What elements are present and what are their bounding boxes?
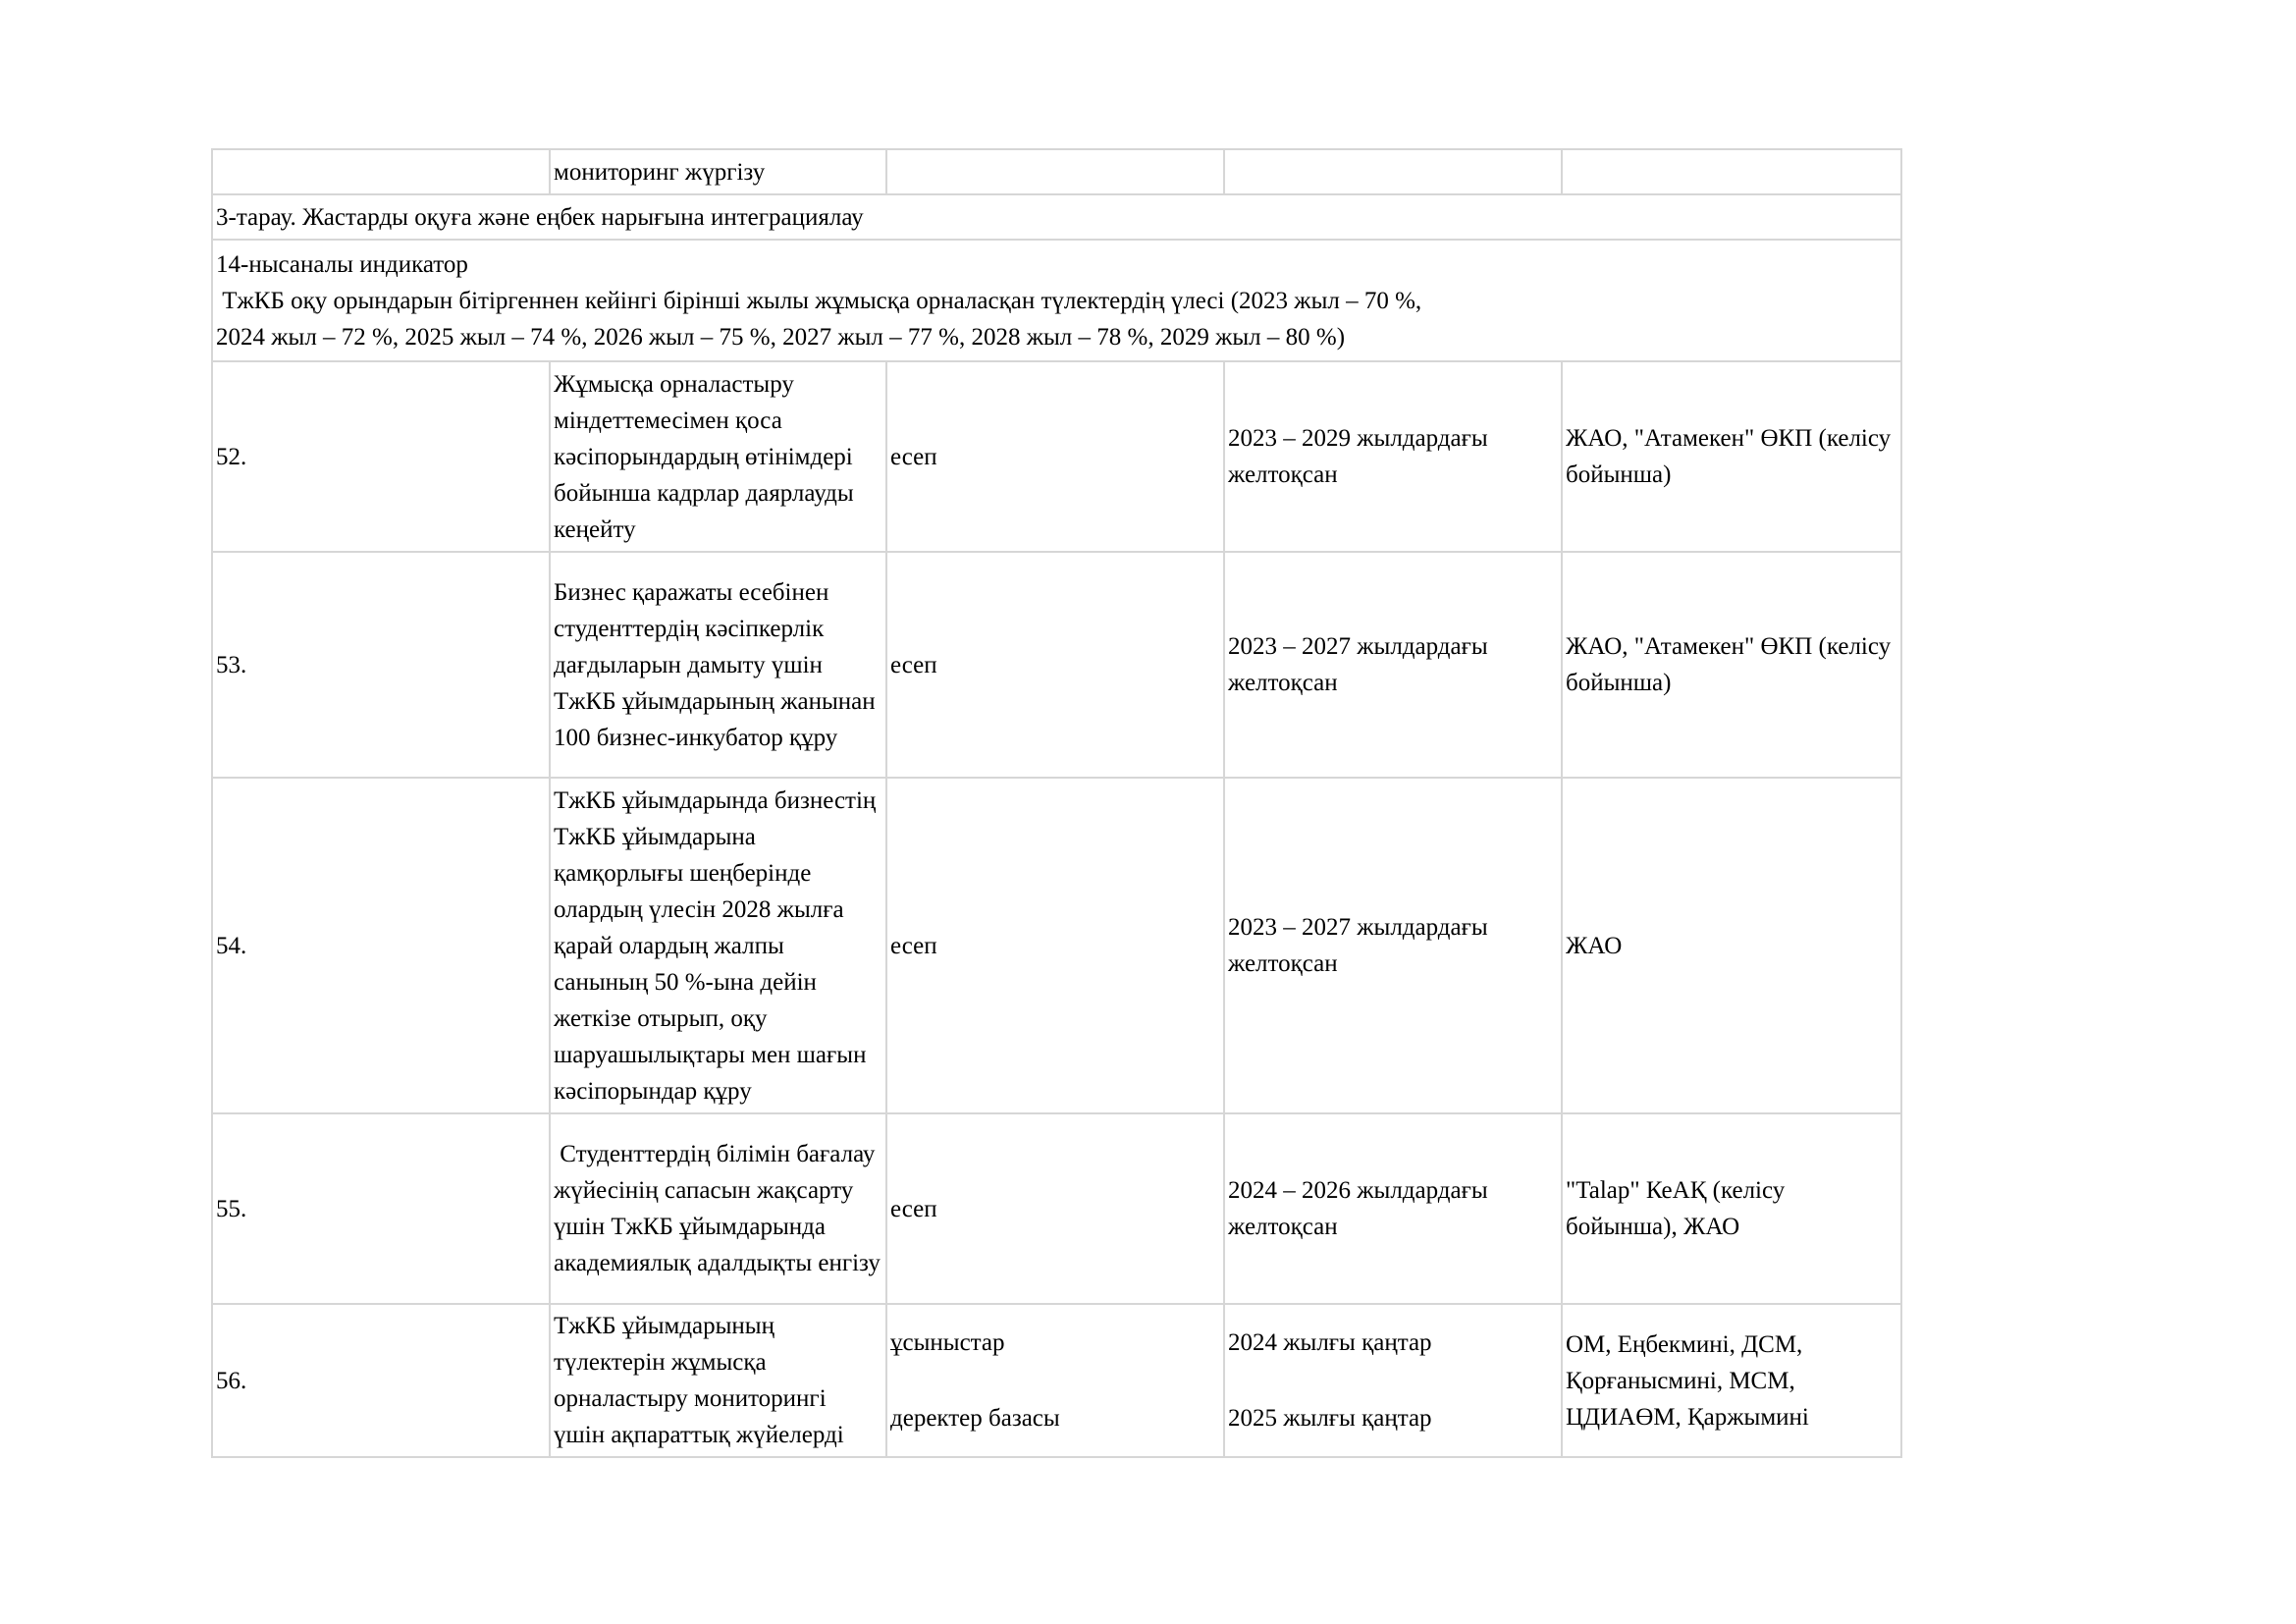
cell-form: есеп (886, 361, 1224, 552)
cell-measure: ТжКБ ұйымдарының түлектерін жұмысқа орналастыру мониторингі үшін ақпараттық жүйелерді (550, 1304, 886, 1457)
cell-number: 55. (212, 1113, 550, 1304)
table-row-continuation (212, 149, 1901, 194)
section-title: 3-тарау. Жастарды оқуға және еңбек нарығына интеграциялау (212, 194, 1901, 240)
table-row (212, 1113, 1901, 1304)
cell-responsible (1562, 149, 1901, 194)
cell-deadline: 2023 – 2027 жылдардағы желтоқсан (1224, 552, 1562, 778)
cell-number: 54. (212, 778, 550, 1113)
cell-measure: мониторинг жүргізу (550, 149, 886, 194)
cell-deadline: 2023 – 2027 жылдардағы желтоқсан (1224, 778, 1562, 1113)
cell-responsible: ЖАО, "Атамекен" ӨКП (келісу бойынша) (1562, 361, 1901, 552)
table-row (212, 778, 1901, 1113)
cell-measure: Бизнес қаражаты есебінен студенттердің кәсіпкерлік дағдыларын дамыту үшін ТжКБ ұйымдарының жанынан 100 бизнес-инкубатор құру (550, 552, 886, 778)
cell-form (886, 149, 1224, 194)
cell-form: есеп (886, 778, 1224, 1113)
cell-responsible: "Talap" КеАҚ (келісу бойынша), ЖАО (1562, 1113, 1901, 1304)
cell-deadline: 2023 – 2029 жылдардағы желтоқсан (1224, 361, 1562, 552)
cell-deadline: 2024 – 2026 жылдардағы желтоқсан (1224, 1113, 1562, 1304)
cell-deadline (1224, 1304, 1562, 1457)
form-item: деректер базасы (890, 1405, 1060, 1432)
deadline-item: 2024 жылғы қаңтар (1228, 1329, 1432, 1356)
measures-table (211, 148, 1902, 1458)
indicator-row (212, 240, 1901, 361)
cell-form: есеп (886, 552, 1224, 778)
table-row (212, 552, 1901, 778)
cell-measure: ТжКБ ұйымдарында бизнестің ТжКБ ұйымдарына қамқорлығы шеңберінде олардың үлесін 2028 жылға қарай олардың жалпы санының 50 %-ына дейін жеткізе отырып, оқу шаруашылықтары мен шағын кәсіпорындар құру (550, 778, 886, 1113)
cell-measure: Студенттердің білімін бағалау жүйесінің сапасын жақсарту үшін ТжКБ ұйымдарында академиялық адалдықты енгізу (550, 1113, 886, 1304)
indicator-title: 14-нысаналы индикатор (216, 250, 468, 278)
cell-responsible: ЖАО, "Атамекен" ӨКП (келісу бойынша) (1562, 552, 1901, 778)
indicator-text-line-2: 2024 жыл – 72 %, 2025 жыл – 74 %, 2026 жыл – 75 %, 2027 жыл – 77 %, 2028 жыл – 78 %, 2029 жыл – 80 %) (216, 323, 1346, 351)
indicator-cell (212, 240, 1901, 361)
section-title-row (212, 194, 1901, 240)
cell-number: 52. (212, 361, 550, 552)
cell-number: 56. (212, 1304, 550, 1457)
cell-number (212, 149, 550, 194)
cell-measure: Жұмысқа орналастыру міндеттемесімен қоса кәсіпорындардың өтінімдері бойынша кадрлар даярлауды кеңейту (550, 361, 886, 552)
cell-responsible: ЖАО (1562, 778, 1901, 1113)
cell-responsible: ОМ, Еңбекмині, ДСМ, Қорғанысмині, МСМ, ЦДИАӨМ, Қаржымині (1562, 1304, 1901, 1457)
cell-form (886, 1304, 1224, 1457)
cell-deadline (1224, 149, 1562, 194)
indicator-text-line-1: ТжКБ оқу орындарын бітіргеннен кейінгі бірінші жылы жұмысқа орналасқан түлектердің үлесі (2023 жыл – 70 %, (216, 287, 1422, 314)
cell-form: есеп (886, 1113, 1224, 1304)
table-row (212, 361, 1901, 552)
form-item: ұсыныстар (890, 1329, 1005, 1356)
deadline-item: 2025 жылғы қаңтар (1228, 1405, 1432, 1432)
table-row (212, 1304, 1901, 1457)
cell-number: 53. (212, 552, 550, 778)
